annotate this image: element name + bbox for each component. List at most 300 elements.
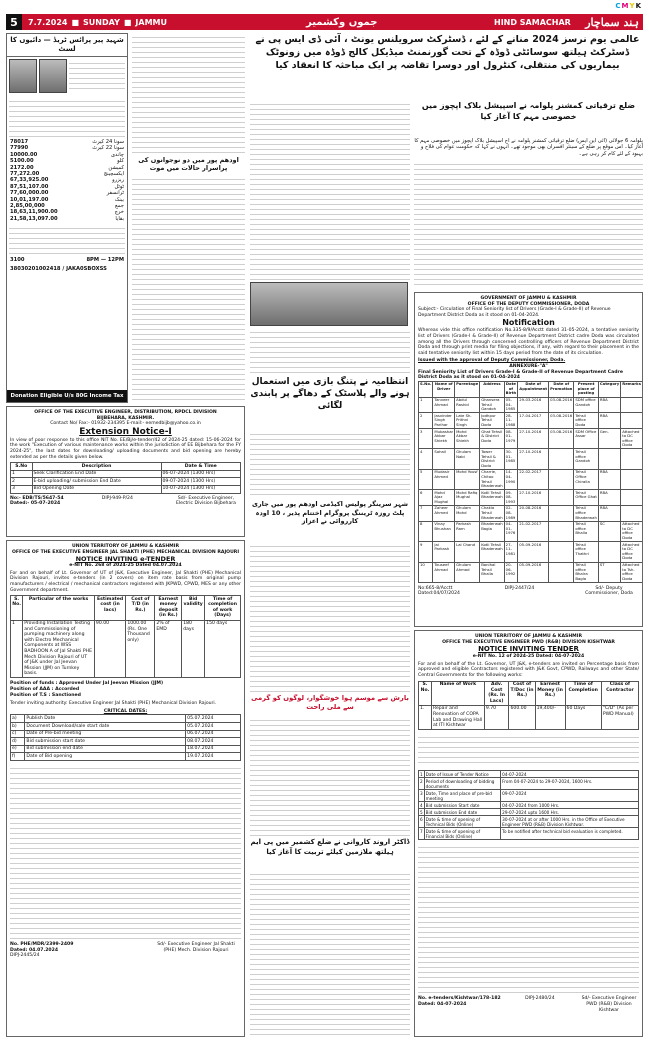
table-cell: 29-07-2024 upto 1600 Hrs. [501,809,639,816]
table-cell: 1. [419,705,432,729]
yoga-headline: عالمی یوم نرسز 2024 منانے کے لئے ، ڈسٹرکٹ سرویلنس یونٹ ، آئی ڈی ایس پی نے ڈسٹرکٹ ہیلتھ سوسائٹی ڈوڈہ کے تحت گورنمنٹ میڈیکل کالج ڈوڈہ میں زونوٹک بیماریوں کی منتقلی، کنٹرول اور دوسرا تقاضہ پر ایک مباحثہ کا انعقاد کیا [255,34,640,71]
table-cell: Date & time of opening of Financial Bids (Online) [424,828,501,840]
list-title: Final Seniority List of Drivers Grade-I & Grade-II of Revenue Department Cadre District Doda as it stood on 01-04-2024 [418,369,623,381]
table-cell: To be notified after technical bid evaluation is completed. [501,828,639,840]
table-cell: Attached to DC office Doda [621,429,643,449]
table-header: Date of Birth [505,381,517,396]
table-cell: 27-10-2016 [518,449,549,469]
table-cell: 04-01-1976 [504,521,518,541]
table-cell: Mohd Akbar Shiekh [455,429,480,449]
table-row [419,802,639,809]
rates-box [6,33,128,403]
table-cell: 3 [11,485,33,493]
table-cell: Tehsil office Thathri [574,542,598,562]
table-row [419,542,643,562]
news-column [132,33,245,403]
rate-label: کمیشن [108,164,124,171]
seniority-notice [414,292,643,627]
table-cell: 4 [420,802,423,808]
terms-text [418,733,639,767]
rate-label: ٹرانسفر [106,190,124,197]
notice-dipj: DIPJ-2447/24 [504,585,535,591]
annex-note: Issued with the approval of Deputy Commissioner, Doda. [418,358,566,364]
table-cell: Ghulam Nabi [455,449,480,469]
table-cell: Charrie, Chitoo Tehsil Bhaderwah [481,469,503,489]
notice-office: OFFICE OF THE DEPUTY COMMISSIONER, DODA [467,301,590,307]
table-cell: Lal Chand [455,542,480,562]
cmyk-y: Y [629,2,635,10]
table-cell: RBA [598,490,620,506]
kite-story [250,376,410,428]
table-cell: Bid submission Start date [424,802,501,809]
table-cell: 6 [419,490,433,506]
text-block [132,175,245,403]
table-header: Estimated cost (in lacs) [94,596,125,620]
tender-sign: Sd/- Executive Engineer Jal Shakti (PHE) Mech. Division Rajouri [157,942,235,953]
table-cell: 08-01-1979 [504,429,518,449]
table-cell: 5 [420,809,423,815]
table-cell: 9.70 [484,705,509,729]
table-row [11,745,241,753]
table-cell: 05.07.2024 [186,723,241,731]
table-cell: Tehsil Office Chiralla [574,469,598,489]
tender-ut: UNION TERRITORY OF JAMMU & KASHMIR [71,544,179,549]
notice-dated: Dated:04/07/2024 [418,591,460,597]
table-row [11,738,241,746]
table-header: S. No. [11,596,23,620]
tender-authority: Tender inviting authority: Executive Engineer Jal Shakti (PHE) Mechanical Division Rajouri. [10,701,217,707]
contact-row [7,256,127,264]
table-cell: SDM Office Assar [574,429,598,449]
donation-note: Donation Eligible U/s 80G Income Tax [7,390,127,402]
table-cell: 7 [419,505,433,521]
rate-value: 5100.00 [10,158,34,165]
table-cell: Bid submission end date [25,745,186,753]
tender-ref: No. PHE/MDR/2399-2409 [10,942,74,947]
funding-value: Accorded [55,687,80,693]
page-number: 5 [6,14,22,30]
table-header: S. No. [419,681,432,705]
health-headline: ڈاکٹر اروند کاروانی نے ضلع کشمیر میں پی ایم ہیلتھ ملازمین کیلئے تربیت کا آغاز کیا [250,838,410,856]
table-cell [621,449,643,469]
table-cell [549,505,574,521]
cmyk-k: K [635,2,641,10]
story-text [250,542,410,692]
table-row [11,485,241,493]
text-block [9,97,125,137]
table-row [419,816,639,828]
table-cell: Repair and Renovation of COPA Lab and Drawing Hall at ITI Kishtwar [431,705,484,729]
brand-name: HIND SAMACHAR [494,17,571,27]
table-header: Description [32,463,161,471]
table-cell: 14-04-1990 [504,469,518,489]
table-cell: 2% of EMD [155,620,182,678]
table-cell: 20-06-1992 [504,562,518,582]
table-cell: 4 [419,449,433,469]
rate-value: 77,272.00 [10,171,40,178]
text-block [132,33,245,153]
tender-dated: Dated: 04-07-2024 [418,1001,467,1007]
table-cell: 19,400/- [535,705,565,729]
table-cell: 06-07-2024 (1300 Hrs) [161,470,241,478]
table-cell: 30-01-1985 [504,449,518,469]
table-cell: 29-03-2016 [518,397,549,413]
table-cell: Kotli Tehsil Bhaderwah [480,490,504,506]
terms-text [10,764,241,939]
notice-sign: Sd/- Deputy Commissioner, Doda [585,585,633,597]
table-row [419,771,639,778]
table-cell: Ghulam Ahmad [455,562,480,582]
table-cell [598,542,620,562]
table-cell: b) [11,723,25,731]
table-cell [621,490,643,506]
notice-sign: Sd/- Executive Engineer, Electric Division Bijbehara [175,495,236,507]
tender-ut: UNION TERRITORY OF JAMMU & KASHMIR [474,634,582,639]
text-block [69,59,125,93]
table-cell: Period of downloading of bidding documents [424,778,501,790]
table-row [419,449,643,469]
training-story [250,500,410,540]
table-cell: f) [11,753,25,761]
table-cell: Sohail [433,449,455,469]
tender-office: OFFICE THE EXECUTIVE ENGINEER PWD (R&B) DIVISION KISHTWAR [442,639,615,645]
table-cell: 3 [419,429,433,449]
table-header: S.No [11,463,33,471]
notice-intro: In view of poor response to this office NIT No. EE/Bj/e-tender/42 of 2024-25 dated: 15-06-2024 for the work "Execution of various maintenance works within the jurisdiction of EE Bijbehara for the FY 2024-25", the last dates for downloading/ uploading documents and bid opening are hereby extended as per the details given below. [10,437,241,460]
table-cell: 03-08-2016 [549,413,574,429]
table-cell: 19.07.2024 [186,753,241,761]
tender-dipj: DIPJ-2480/24 [525,996,555,1002]
table-row [419,397,643,413]
rate-label: جمع [115,203,124,210]
table-cell: RBA [598,469,620,489]
terms-text [418,843,639,993]
notice-subject: Subject:- Circulation of Final Seniority list of Drivers (Grade-I & Grade-II) of Revenue Department District Doda as it stood on 01-04-2024. [418,307,611,318]
table-row [419,505,643,521]
table-cell [621,469,643,489]
rate-label: کلو [117,158,124,165]
table-cell: 22-02-2017 [518,469,549,489]
tender-title: NOTICE INVITING TENDER [478,645,579,654]
table-cell: Parkash Ram [455,521,480,541]
table-cell: Date, Time and place of pre-bid meeting [424,790,501,802]
table-cell: ST [598,562,620,582]
table-cell: Attached to Tsh. office Doda [621,562,643,582]
table-row [419,413,643,429]
story-text [250,100,410,280]
top-story [414,100,643,136]
table-cell: Tehsil office Doda [574,413,598,429]
table-header: Address [480,381,504,397]
rate-value: 10000.00 [10,151,38,158]
table-cell: "C/D" (As per PWD Manual) [601,705,638,729]
tender-ref: No. e-tenders/Kishtwar/178-182 [418,996,501,1002]
cmyk-marks [614,2,641,10]
funding-label: Position of T.S : [10,692,52,698]
funding-item [10,693,241,699]
rate-value: 10,01,197.00 [10,196,49,203]
notice-office: OFFICE OF THE EXECUTIVE ENGINEER, DISTRIBUTION, RPDCL DIVISION [34,410,217,415]
section-title: جموں وکشمیر [306,16,378,28]
tender-dipj: DIPJ-2445/24 [10,953,40,959]
rate-value: 21,58,13,097.00 [10,215,58,222]
tender-table [418,681,639,731]
notice-title: Notification [502,318,555,328]
table-row [419,790,639,802]
rate-label: سونا 22 کیرٹ [92,145,124,152]
table-cell: 1 [419,397,433,413]
table-cell: Tanveer Ahmad [433,397,455,413]
text-block [250,430,410,498]
table-cell: RBA [598,413,620,429]
funding-label: Position of AAA : [10,687,56,693]
table-row [419,778,639,790]
table-header: Name of Driver [433,381,455,397]
table-cell: Jai Parkash [433,542,455,562]
tender-sign: Sd/- Executive Engineer PWD (R&B) Division Kishtwar [581,996,637,1013]
table-cell: Providing Installation Testing and Commissioning of pumping machinery along with Electro Mechanical Components at WSS BADHOON A of Jal Shakti PHE Mech Division Rajouri of UT of J&K under Jal Jeevan Mission (JJM) on Turnkey basis. [23,620,95,678]
table-cell: RBA [598,505,620,521]
table-cell: 05.07.2024 [186,715,241,723]
table-header: Cost of T/Doc (in Rs.) [509,681,535,705]
table-cell: 18.07.2024 [186,745,241,753]
table-cell: From 04-07-2024 to 29-07-2024, 1600 Hrs. [501,778,639,790]
table-cell: 1 [420,771,423,777]
training-headline: شہر سرینگر پولیس اکیڈمی اودھم پور میں جاری پلٹ روزہ ٹریننگ پروگرام اختتام پذیر ، 10 اودہ کارروائی نے اعزاز [251,500,409,525]
table-row [11,715,241,723]
table-cell: Kotli Tehsil Bhaderwah [480,542,504,562]
table-cell: 28-11-1988 [504,413,518,429]
table-cell: c) [11,730,25,738]
table-cell: Jodhpur Tehsil Doda [480,413,504,429]
table-cell: 1000.00 (Rs. One Thousand only) [126,620,155,678]
table-cell: Attached to DC office Doda [621,542,643,562]
tender-nit: e-NIT No. 268 of 2024-25 Dated 04.07.2024 [69,563,182,569]
masthead-logo: ہند سماچار [585,15,639,29]
table-cell: Bid submission start date [25,738,186,746]
table-row [419,490,643,506]
table-cell: 6 [419,816,425,828]
rate-label: ایکسچینج [103,171,124,178]
table-cell [621,505,643,521]
table-cell: d) [11,738,25,746]
rate-value: 77990 [10,145,29,152]
table-cell: 90.00 [94,620,125,678]
text-block [250,542,410,692]
notice-title: Extension Notice-I [79,426,172,437]
table-header: Remarks [621,381,643,397]
small-news-headline: اودھم پور میں دو نوجوانوں کی پراسرار حالات میں موت [138,156,239,172]
separator-icon: ■ [71,17,80,27]
table-cell: 09-07-2024 [501,790,639,802]
table-cell: 09-07-2024 (1300 Hrs) [161,478,241,486]
table-cell: e) [11,745,25,753]
table-cell: 30-07-2024 at or after 1000 Hrs. in the Office of Executive Engineer PWD (R&B) Division Kishtwar. [501,816,639,828]
top-story-body [414,138,643,288]
rate-label: ریزرو [112,177,124,184]
table-row [11,753,241,761]
story-text [250,430,410,498]
rate-value: 77,60,000.00 [10,190,49,197]
table-header: Class of Contractor [601,681,638,705]
top-strip [0,0,649,14]
ifsc-row: 38030201002418 / JAKA0SBOXSS [10,265,107,272]
person-photo [39,59,67,93]
table-cell: 27-10-2016 [518,429,549,449]
table-header: Present place of posting [574,381,598,397]
table-cell: 02-08-1989 [504,505,518,521]
table-cell: 1 [11,470,33,478]
rate-value: 18,63,11,900.00 [10,209,58,216]
notice-place: BIJBEHARA, KASHMIR. [96,415,155,421]
tender-nit: e-NIT No. 12 of 2024-25 Dated: 04-07-2024 [472,654,585,660]
kishtwar-tender-notice [414,630,643,1037]
separator-icon: ■ [123,17,132,27]
table-cell: 27-10-2016 [518,490,549,506]
table-header: Date of Appointment [518,381,549,397]
table-cell: 08.07.2024 [186,738,241,746]
story-text [250,870,410,1037]
tender-title: NOTICE INVITING e-TENDER [75,555,176,564]
table-cell: SC [598,521,620,541]
seniority-table [418,381,643,583]
table-cell: Mubashar Akbar Shiekh [433,429,455,449]
table-header: Date & Time [161,463,241,471]
text-block [250,328,410,373]
table-cell: Bid Opening Date [32,485,161,493]
table-header: Cost of T/D (in Rs.) [126,596,155,620]
rate-value: 2,85,00,000 [10,203,45,210]
table-cell: 05-09-2016 [518,562,549,582]
text-block [250,100,410,280]
table-cell: Touseef Ahmad [433,562,455,582]
table-row [11,723,241,731]
table-cell: Tehsil office Bhalra Bagla [574,562,598,582]
group-photo [250,282,408,326]
notice-body: Whereas vide this office notification No.335-8/9/Acctt dated 31-05-2024, a tentative seniority list of Drivers (Grade-I & Grade-II) of Revenue Department District cadre Doda was circulated among all the Drivers through concerned controlling officers of Revenue Department District Doda and through print media for filing objections, if any, with regard to their placement in the said tentative seniority list within 15 days period from the date of its circulation. [418,328,639,356]
top-story-text: پلوامہ 6 جولائی (آئی این ایس) ضلع ترقیاتی کمشنر پلوامہ نے آج اسپیشل بلاک اپچوز میں خصوصی مہم کا آغاز کیا۔ اس موقع پر ضلع کے سینئر افسران بھی موجود تھے۔ انہوں نے کہا کہ حکومت عوام کی فلاح و بہبود کے لئے کام کر رہی ہے۔ [414,138,643,157]
table-header: Time of Completion [565,681,601,705]
masthead [6,14,643,30]
phone-number: 3100 [10,257,25,264]
table-cell: Date & time of opening of Technical Bids (Online) [424,816,501,828]
table-cell: Tehsil office Bhalla [574,521,598,541]
table-cell [549,490,574,506]
table-cell [621,413,643,429]
table-cell: 10-07-2024 (1300 Hrs) [161,485,241,493]
rate-row [10,216,124,222]
table-cell: 7 [419,828,425,840]
notice-ref: No:- EDB/TS/5647-54 [10,495,64,501]
table-header: Date of Promotion [549,381,574,397]
table-cell: 2 [419,413,433,429]
table-cell: Banihal Tehsil Bhalla [480,562,504,582]
funding-value: Approved Under Jal Jeevan Mission (JJM) [58,681,164,687]
notice-govt: GOVERNMENT OF JAMMU & KASHMIR [480,296,577,301]
table-row [419,429,643,449]
notice-contact: Contact No/ Fax:- 01932-234395 E-mail:- eemedbijb@yahoo.co.in [50,421,201,427]
table-cell [598,449,620,469]
rate-label: سونا 24 کیرٹ [92,139,124,145]
table-cell [549,521,574,541]
table-cell: Mohd Yousf [455,469,480,489]
table-header: Time of completion of work (Days) [205,596,241,620]
table-cell: 04-07-2024 [501,771,639,778]
table-row [11,478,241,486]
notice-dipj: DIPJ-949-P/24 [101,495,133,501]
tender-intro: For and on behalf of Lt. Governor of UT of J&K, Executive Engineer, Jal Shakti (PHE) Mechanical Division Rajouri, invites e-tenders (in 2 covers) on item rate basis from original pump manufacturers / electrical / mechanical contractors registered with JKPWD, CPWD, MES or any other Government department. [10,570,241,593]
story-text [250,716,410,836]
day: SUNDAY [83,17,120,27]
table-cell: Mohd Rafiq Mughal [455,490,480,506]
table-cell: 05-09-2016 [518,542,549,562]
rate-label: چاندی [110,151,124,158]
cmyk-m: M [621,2,629,10]
phe-tender-notice [6,540,245,1037]
story-text [250,328,410,373]
table-cell: 05-04-1985 [504,397,518,413]
table-cell: Zaheer Ahmed [433,505,455,521]
tender-dated: Dated: 04.07.2024 [10,947,59,953]
date: 7.7.2024 [28,17,68,27]
annex-title: ANNEXURE-"A" [509,363,548,369]
table-cell: 03-08-2016 [549,429,574,449]
table-cell: 20-08-2016 [518,505,549,521]
table-cell: 10 [419,562,433,582]
table-cell: 04-07-2024 from 1000 Hrs. [501,802,639,809]
table-cell [549,562,574,582]
table-cell: 2 [419,778,425,790]
table-header: Earnest Money (in Rs.) [535,681,565,705]
rate-label: بینک [114,196,124,203]
rate-label: ٹوٹل [114,183,124,190]
funding-list [10,681,241,698]
tender-intro: For and on behalf of the Lt. Governor, UT J&K, e-tenders are invited on Percentage basis from approved and eligible Contractors registered with J&K Govt, CPWD, Railways and other State/ Central Governments for the following works: [418,661,639,678]
table-cell: Date of Bid opening [25,753,186,761]
table-cell: SDM office Gandoh [574,397,598,413]
ifsc-code: JAKA0SBOXSS [66,265,107,272]
critical-dates-table [10,714,241,761]
table-header: Bid validity [182,596,205,620]
table-row [419,562,643,582]
table-header: Particular of the works [23,596,95,620]
table-header: Name of Work [431,681,484,705]
table-cell: Tehsil office Bhaderwah [575,505,597,520]
table-row [419,469,643,489]
table-row [11,730,241,738]
tender-dates-table [418,770,639,840]
table-cell: 27-11-1981 [504,542,518,562]
critical-dates-title: CRITICAL DATES: [103,708,148,714]
notice-ref: No:665-8/Acctt [418,585,453,591]
rate-value: 67,33,925.00 [10,177,49,184]
table-cell: Seek Clarification End Date [32,470,161,478]
table-cell: E-bid uploading/ submission End Date [32,478,161,486]
table-cell: Date of Pre-bid meeting [25,730,186,738]
table-cell: 9 [419,542,433,562]
tender-table [10,595,241,678]
rates-headline: شہید پیر پرائس ٹریڈ — دائیوں کا لسٹ [7,34,127,57]
table-cell: Tehsil office Gandoh [574,449,598,469]
table-cell: RBA [598,397,620,413]
table-cell: Publish Date [25,715,186,723]
weather-headline: بارش سے موسم ہوا خوشگوار، لوگوں کو گرمی سے ملی راحت [251,694,409,711]
table-cell: Date of Issue of Tender Notice [424,771,501,778]
table-header: Category [598,381,620,397]
table-row [419,521,643,541]
text-block [9,224,125,254]
table-cell: 03-08-2016 [549,397,574,413]
